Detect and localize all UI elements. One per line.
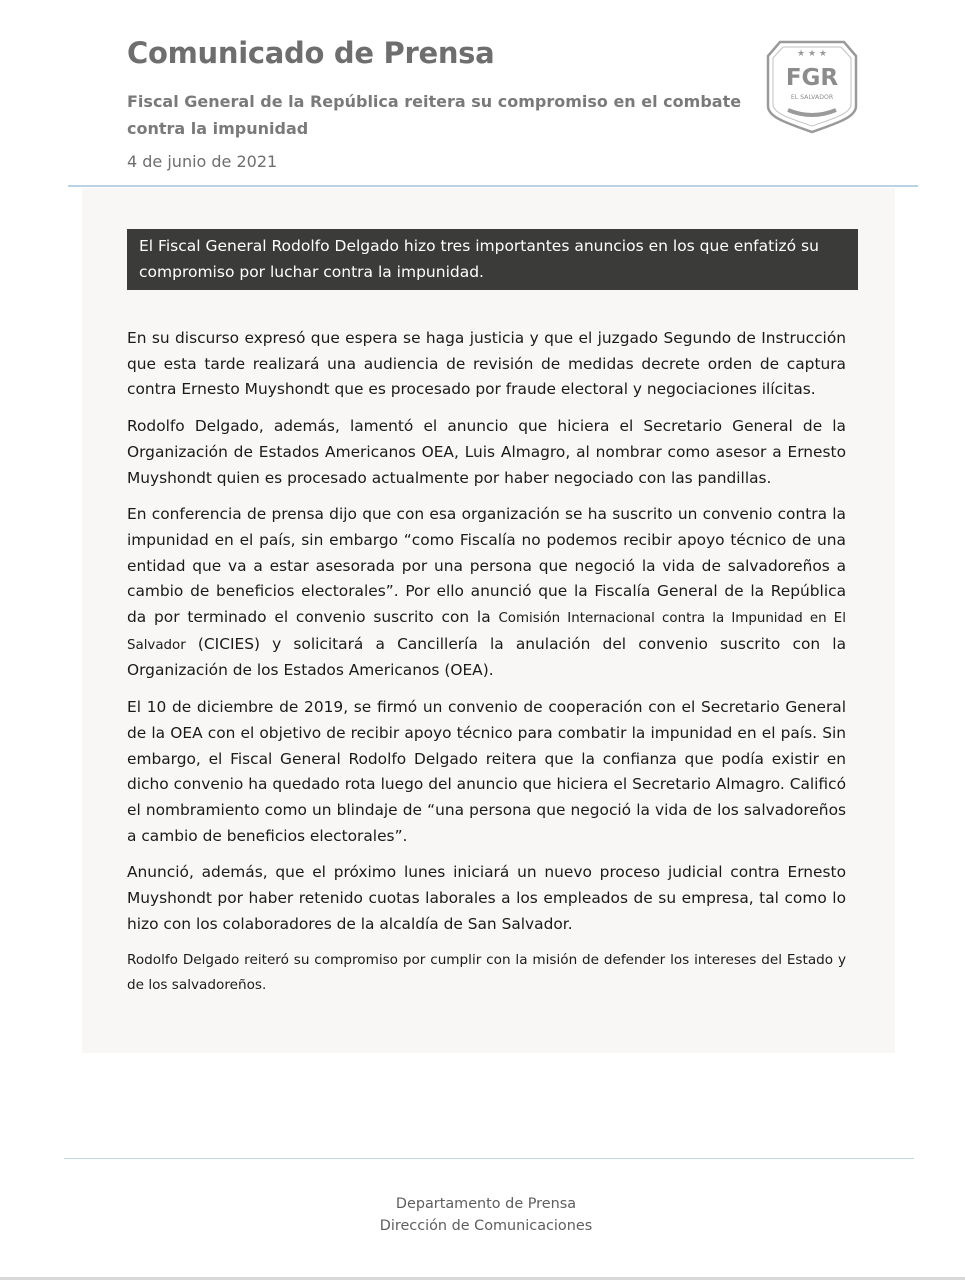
logo-stars: ★ ★ ★ — [797, 49, 827, 59]
paragraph-3-part-1: En conferencia de prensa dijo que con esa organización se ha suscrito un convenio contra la impunidad en el país, sin embargo “como Fiscalía no podemos recibir apoyo técnico de una entidad que va a estar asesorada por una persona que negoció la vida de salvadoreños a cambio de beneficios electorales”. Por ello anunció que la Fiscalía General de la República da por terminado el convenio suscrito con la — [127, 505, 846, 627]
paragraph-4: El 10 de diciembre de 2019, se firmó un convenio de cooperación con el Secretario General de la OEA con el objetivo de recibir apoyo técnico para combatir la impunidad en el país. Sin embargo, el Fiscal General Rodolfo Delgado reitera que la confianza que podía existir en dicho convenio ha quedado rota luego del anuncio que hiciera el Secretario Almagro. Calificó el nombramiento como un blindaje de “una persona que negoció la vida de los salvadoreños a cambio de beneficios electorales”. — [127, 698, 846, 845]
header-divider — [68, 185, 918, 187]
publication-date: 4 de junio de 2021 — [127, 152, 278, 171]
paragraph-5: Anunció, además, que el próximo lunes iniciará un nuevo proceso judicial contra Ernesto Muyshondt por haber retenido cuotas laborales a los empleados de su empresa, tal como lo hizo con los colaboradores de la alcaldía de San Salvador. — [127, 863, 846, 933]
logo-country: EL SALVADOR — [790, 94, 834, 101]
paragraph-3-part-3: (CICIES) y solicitará a Cancillería la anulación del convenio suscrito con la Organización de los Estados Americanos (OEA). — [127, 634, 846, 680]
paragraph-6: Rodolfo Delgado reiteró su compromiso por cumplir con la misión de defender los intereses del Estado y de los salvadoreños. — [127, 952, 846, 994]
footer — [0, 1193, 965, 1237]
logo-acronym: FGR — [785, 65, 839, 91]
article-body — [127, 326, 846, 1009]
page-title: Comunicado de Prensa — [127, 36, 495, 70]
footer-divider — [64, 1158, 914, 1159]
paragraph-3-commission-name: Comisión Internacional contra la Impunidad en El Salvador — [127, 611, 846, 653]
paragraph-2: Rodolfo Delgado, además, lamentó el anuncio que hiciera el Secretario General de la Organización de Estados Americanos OEA, Luis Almagro, al nombrar como asesor a Ernesto Muyshondt quien es procesado actualmente por haber negociado con las pandillas. — [127, 417, 846, 487]
paragraph-3 — [127, 502, 846, 684]
page-subtitle: Fiscal General de la República reitera su compromiso en el combate contra la impunidad — [127, 92, 742, 138]
footer-direction: Dirección de Comunicaciones — [379, 1218, 593, 1234]
lead-highlight: El Fiscal General Rodolfo Delgado hizo tres importantes anuncios en los que enfatizó su compromiso por luchar contra la impunidad. — [127, 229, 858, 290]
paragraph-1: En su discurso expresó que espera se haga justicia y que el juzgado Segundo de Instrucción que esta tarde realizará una audiencia de revisión de medidas decrete orden de captura contra Ernesto Muyshondt que es procesado por fraude electoral y negociaciones ilícitas. — [127, 329, 846, 399]
fgr-shield-logo-icon — [764, 38, 860, 134]
footer-department: Departamento de Prensa — [395, 1196, 577, 1212]
